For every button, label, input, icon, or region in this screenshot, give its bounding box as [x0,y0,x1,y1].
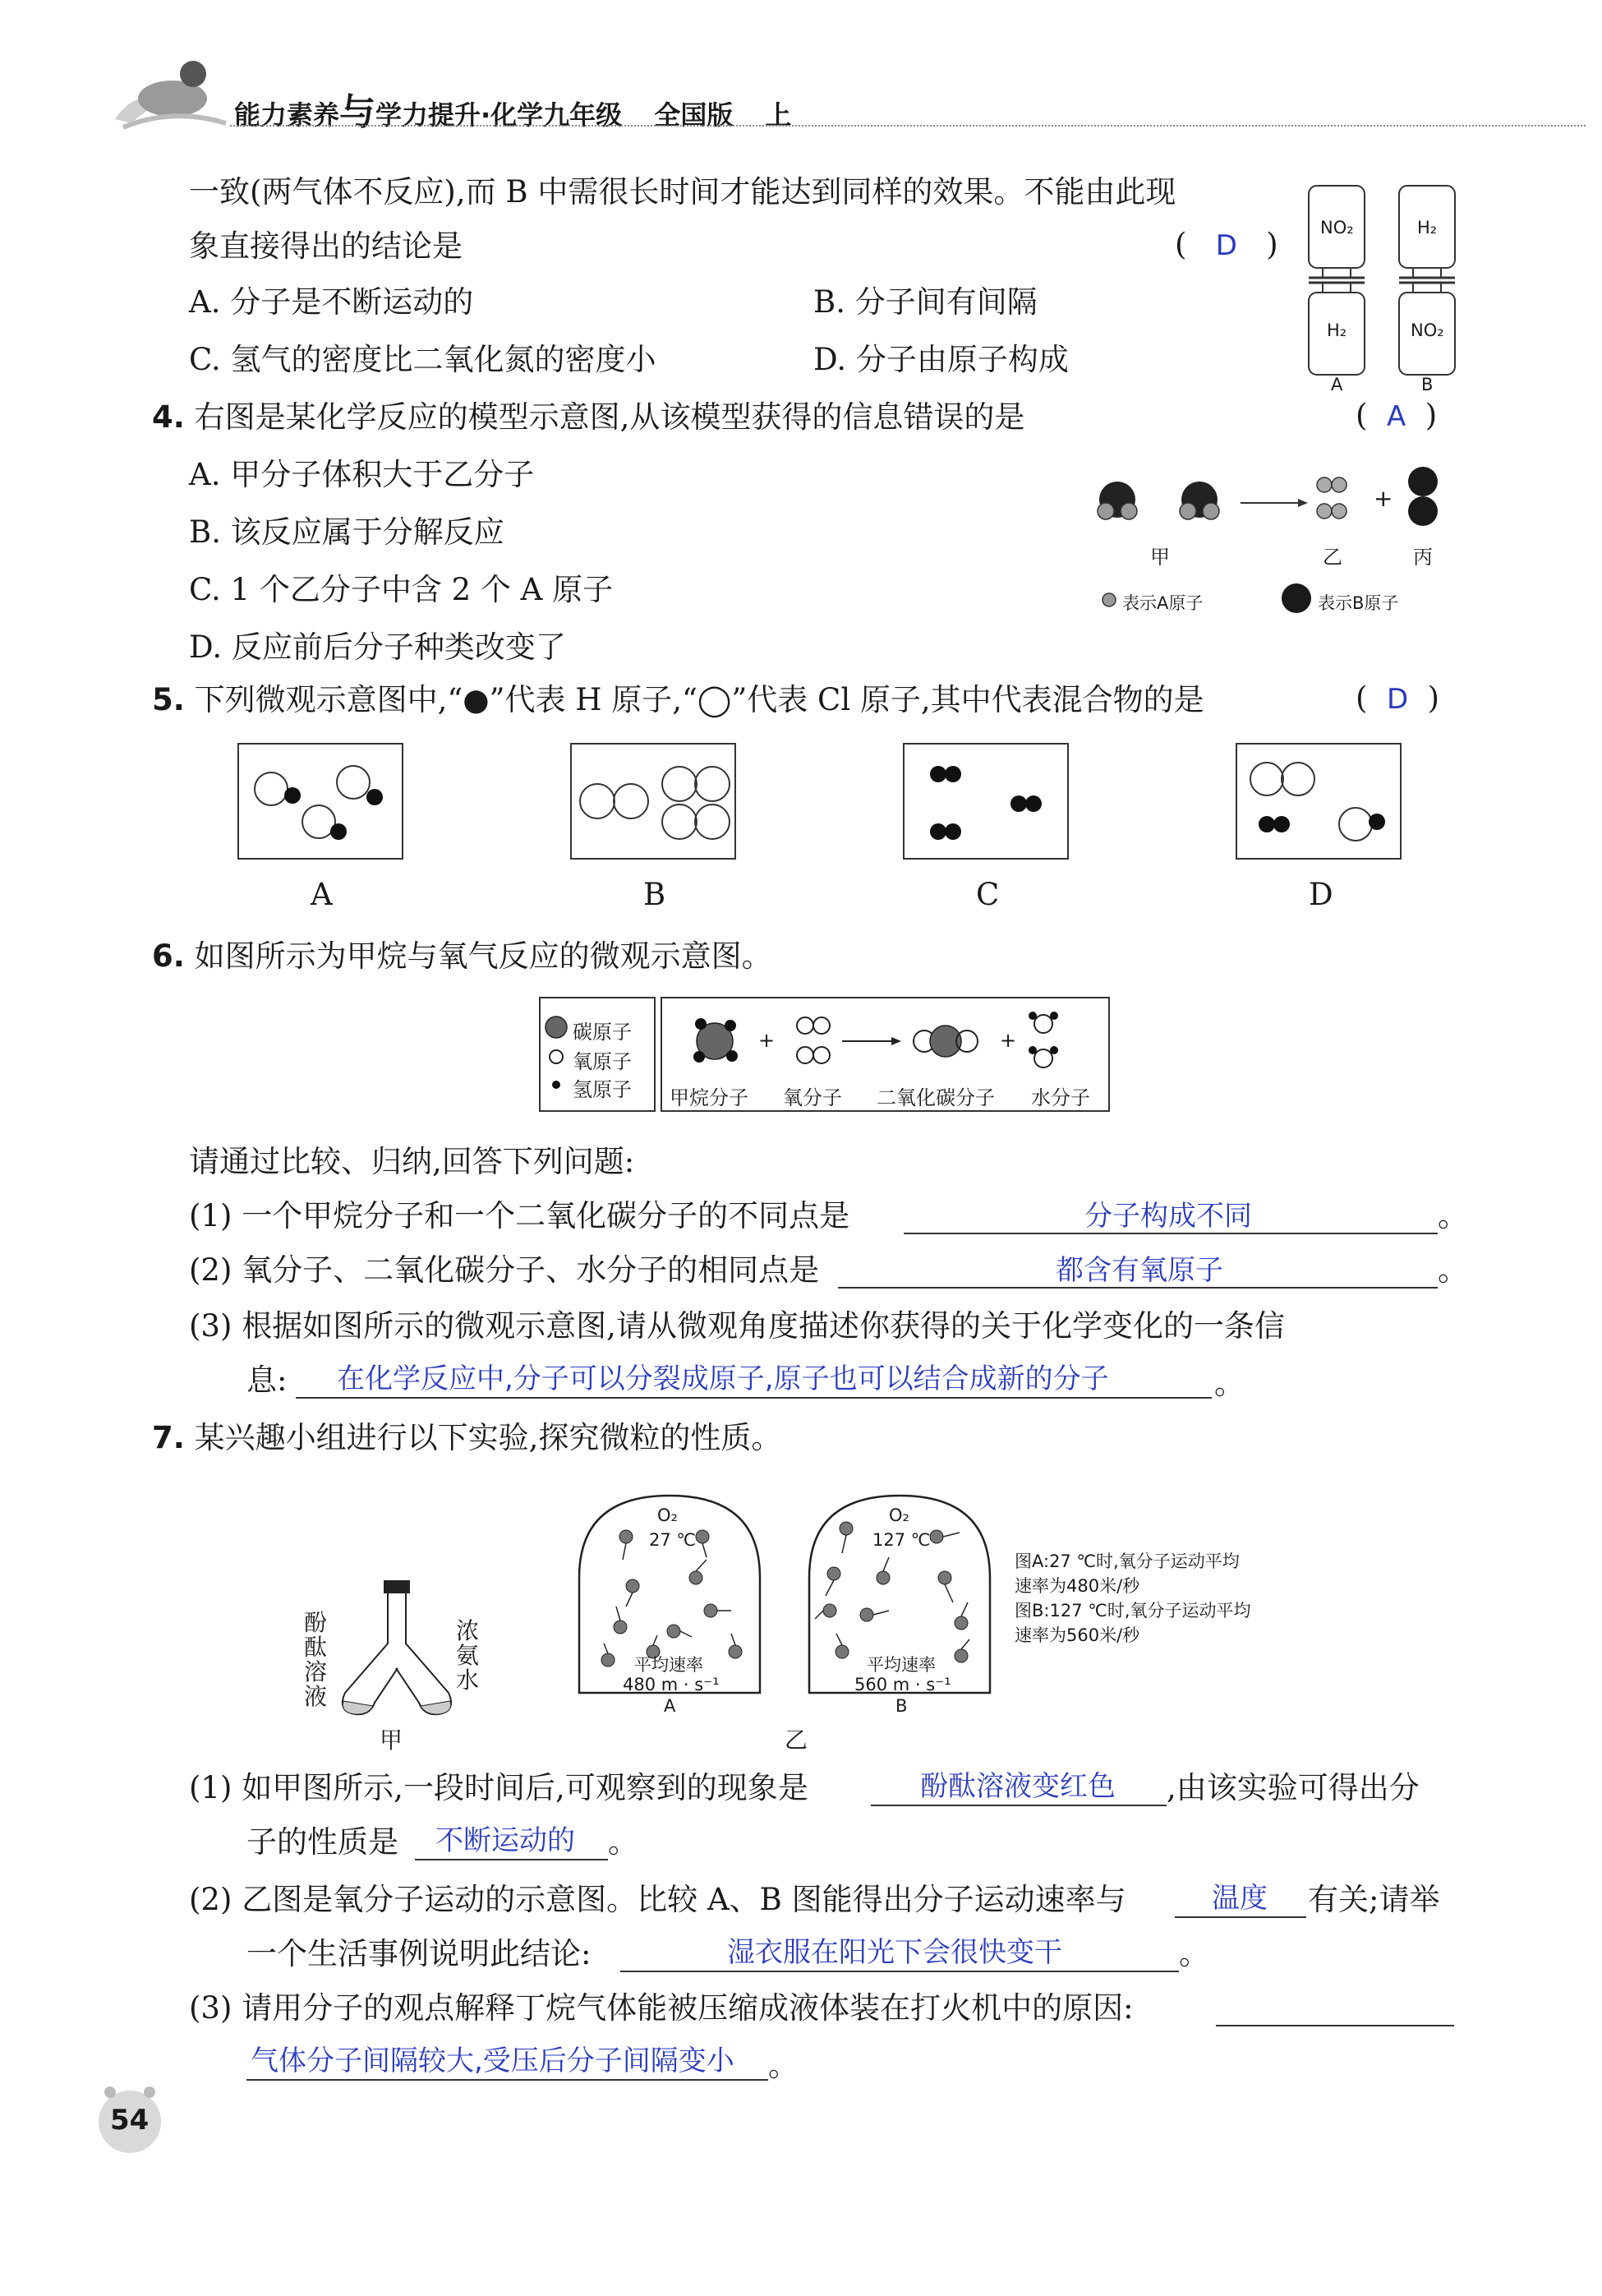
header [107,49,1586,140]
q7-sub2-text3: 一个生活事例说明此结论: [246,1936,592,1971]
q7-note-b1: 图B:127 ℃时,氧分子运动平均 [1015,1601,1251,1621]
q6-sub1-label: (1) [189,1198,232,1233]
q7-jia-left-text: 酚 酞 溶 液 [304,1609,328,1710]
q6-prompt: 请通过比较、归纳,回答下列问题: [189,1144,635,1179]
q6-sub2 [189,1251,819,1290]
q5-label-c: C [976,877,1000,912]
q5-box-a [238,744,403,859]
q7-sub2-label: (2) [189,1882,232,1917]
q7-sub2-blank[interactable] [1175,1916,1306,1918]
q7-a-gas: O₂ [657,1505,678,1525]
q7-sub3-end: 。 [768,2048,799,2083]
q6-sub2-end: 。 [1438,1252,1468,1288]
q7-jia-right-text: 浓 氨 水 [456,1617,480,1694]
q4-figure [1084,460,1462,625]
q6-label-oxygen: 氧分子 [783,1086,842,1109]
q7-b-rate-label: 平均速率 [867,1655,936,1675]
q3-label-b: B [1421,375,1434,394]
q6-oxygen-molecules [797,1017,830,1063]
header-title-part2: 学力提升·化学九年级 [375,99,623,131]
q5-answer: D [1386,683,1409,716]
q3-tube-a-top: NO₂ [1320,218,1354,237]
q6-sub1-answer: 分子构成不同 [1084,1200,1252,1233]
q4-stem-text: 右图是某化学反应的模型示意图,从该模型获得的信息错误的是 [194,399,1025,435]
q7-sub1-text2: ,由该实验可得出分 [1167,1770,1420,1805]
q4-option-c: C. 1 个乙分子中含 2 个 A 原子 [189,572,614,607]
q7-figure-yi [575,1487,1397,1759]
q6-sub3-text2: 息: [246,1362,288,1398]
q3-tube-a [1309,186,1365,375]
header-logo-icon [107,49,230,131]
q6-legend-oxygen-icon [550,1050,563,1063]
q4-option-d: D. 反应前后分子种类改变了 [189,629,566,665]
q7-b-gas: O₂ [889,1505,909,1525]
q5-label-b: B [643,877,666,912]
q7-sub1-text3: 子的性质是 [246,1824,398,1860]
q3-tube-b-bottom: NO₂ [1411,320,1444,340]
q4-number: 4. [152,399,185,435]
header-title-part1: 能力素养 [234,99,340,131]
q5-box-c [904,744,1068,859]
q7-sub1 [189,1768,808,1808]
q7-note-a1: 图A:27 ℃时,氧分子运动平均 [1015,1551,1240,1571]
q4-molecule-yi [1317,477,1347,519]
q7-sub2-text2: 有关;请举 [1308,1882,1440,1917]
q7-b-label: B [895,1696,908,1716]
q7-sub2-answer: 温度 [1212,1882,1268,1915]
q7-sub1-answer: 酚酞溶液变红色 [920,1770,1116,1803]
q7-sub1-blank2[interactable] [415,1859,608,1860]
q7-stem [152,1418,781,1458]
q7-yi-label: 乙 [785,1727,808,1754]
q5-figures [230,740,1413,920]
q6-sub1 [189,1196,849,1236]
q7-b-temp: 127 ℃ [872,1530,931,1550]
q7-sub2-text: 乙图是氧分子运动的示意图。比较 A、B 图能得出分子运动速率与 [242,1882,1126,1917]
q7-sub3-answer: 气体分子间隔较大,受压后分子间隔变小 [251,2045,734,2077]
q6-sub3-text: 根据如图所示的微观示意图,请从微观角度描述你获得的关于化学变化的一条信 [242,1308,1285,1344]
q6-arrow-icon [842,1037,901,1045]
q4-plus: + [1374,485,1393,512]
q6-sub2-answer: 都含有氧原子 [1056,1254,1223,1287]
q6-stem-text: 如图所示为甲烷与氧气反应的微观示意图。 [194,938,772,974]
q7-sub1-label: (1) [189,1770,232,1805]
q3-label-a: A [1331,375,1343,394]
q7-sub3-blank2[interactable] [246,2079,768,2081]
q7-note [1015,1549,1251,1648]
q7-a-label: A [664,1696,676,1716]
q6-figure [538,996,1113,1115]
q6-plus-2: + [1000,1029,1017,1052]
q7-sub3-text: 请用分子的观点解释丁烷气体能被压缩成液体装在打火机中的原因: [242,1990,1134,2026]
q5-box-b [571,744,735,859]
q3-option-a: A. 分子是不断运动的 [189,284,474,320]
q5-number: 5. [152,682,185,717]
q3-tube-a-bottom: H₂ [1327,320,1347,340]
q6-sub1-end: 。 [1438,1198,1468,1233]
q4-option-a: A. 甲分子体积大于乙分子 [189,457,535,492]
q4-answer: A [1386,400,1406,433]
q7-sub1-answer2: 不断运动的 [435,1824,575,1857]
q3-answer-paren: ( D ) [1175,227,1278,262]
q7-a-rate-label: 平均速率 [634,1655,703,1675]
q6-stem [152,937,772,976]
q3-option-d: D. 分子由原子构成 [813,342,1069,377]
q7-sub2-end: 。 [1179,1936,1209,1971]
q6-sub2-text: 氧分子、二氧化碳分子、水分子的相同点是 [242,1252,820,1288]
q6-legend-carbon-icon [546,1017,567,1038]
q4-stem [152,398,1024,437]
header-rule [230,125,1586,127]
q6-plus-1: + [758,1029,776,1052]
q5-stem [152,680,1204,720]
q7-stem-text: 某兴趣小组进行以下实验,探究微粒的性质。 [194,1420,782,1455]
q7-sub3-blank[interactable] [1216,2025,1454,2026]
q7-note-a2: 速率为480米/秒 [1015,1576,1140,1596]
q4-label-bing: 丙 [1413,546,1433,569]
q6-number: 6. [152,938,185,974]
q5-label-d: D [1309,877,1333,912]
header-edition: 全国版 [654,99,734,131]
q6-label-methane: 甲烷分子 [670,1086,748,1109]
q4-answer-paren: ( A ) [1356,398,1438,433]
q4-legend-a-icon [1103,593,1116,606]
q7-sub3 [189,1989,1134,2028]
q6-label-water: 水分子 [1031,1086,1090,1109]
q7-sub1-blank[interactable] [871,1805,1167,1806]
q5-box-d [1236,744,1401,859]
q6-methane-molecule [693,1018,738,1063]
q7-number: 7. [152,1420,185,1455]
q4-option-b: B. 该反应属于分解反应 [189,514,504,550]
q4-legend-b: 表示B原子 [1318,593,1399,613]
q4-molecule-jia-1 [1098,482,1137,519]
q4-label-yi: 乙 [1323,546,1342,569]
q3-figure [1302,181,1466,394]
q3-answer: D [1215,229,1237,262]
q6-label-co2: 二氧化碳分子 [877,1086,995,1109]
header-volume: 上 [765,99,792,131]
q6-co2-molecule [914,1026,978,1057]
header-title-yu: 与 [339,91,376,133]
q7-a-rate: 480 m · s⁻¹ [623,1675,720,1694]
q6-sub3-answer: 在化学反应中,分子可以分裂成原子,原子也可以结合成新的分子 [337,1362,1109,1395]
q3-line1: 一致(两气体不反应),而 B 中需很长时间才能达到同样的效果。不能由此现 [189,174,1176,210]
q6-legend-hydrogen-icon [552,1081,560,1089]
q7-sub1-text: 如甲图所示,一段时间后,可观察到的现象是 [242,1770,808,1805]
q6-legend-carbon: 碳原子 [573,1021,632,1044]
q6-sub3 [189,1307,1285,1346]
q6-sub3-end: 。 [1214,1366,1245,1401]
q3-tube-b [1399,186,1455,375]
q7-sub3-label: (3) [189,1990,232,2026]
q7-note-b2: 速率为560米/秒 [1015,1625,1140,1645]
q6-sub1-text: 一个甲烷分子和一个二氧化碳分子的不同点是 [242,1198,850,1233]
q3-line2: 象直接得出的结论是 [189,228,463,264]
q7-sub2-answer2: 湿衣服在阳光下会很快变干 [727,1936,1062,1969]
q3-tube-b-top: H₂ [1417,218,1438,237]
q3-option-b: B. 分子间有间隔 [813,284,1038,320]
q6-legend-hydrogen: 氢原子 [573,1078,632,1101]
q7-figure-jia [304,1570,501,1754]
q7-sub1-end: 。 [608,1824,638,1860]
q7-sub2 [189,1880,1126,1920]
q7-y-tube-icon [343,1581,451,1714]
q4-legend-b-icon [1282,583,1311,613]
q6-sub3-label: (3) [189,1308,232,1344]
q7-jia-label: 甲 [380,1727,403,1754]
page-number: 54 [110,2104,150,2137]
q4-legend-a: 表示A原子 [1122,593,1204,613]
q4-molecule-jia-2 [1180,482,1219,519]
q3-option-c: C. 氢气的密度比二氧化氮的密度小 [189,342,656,377]
q7-a-temp: 27 ℃ [649,1530,696,1550]
q5-answer-paren: ( D ) [1356,680,1440,716]
q7-b-rate: 560 m · s⁻¹ [854,1675,951,1694]
q4-label-jia: 甲 [1150,546,1170,569]
q6-sub2-label: (2) [189,1252,232,1288]
q4-molecule-bing [1408,467,1438,526]
q4-arrow-icon [1241,499,1308,507]
q7-sub2-blank2[interactable] [620,1971,1179,1972]
q6-legend-oxygen: 氧原子 [573,1050,632,1073]
q6-water-molecules [1029,1012,1058,1067]
q6-sub3-blank[interactable] [296,1397,1212,1399]
q5-label-a: A [311,877,333,912]
page-number-badge [92,2081,168,2156]
q5-stem-text: 下列微观示意图中,“●”代表 H 原子,“◯”代表 Cl 原子,其中代表混合物的是 [194,682,1204,717]
